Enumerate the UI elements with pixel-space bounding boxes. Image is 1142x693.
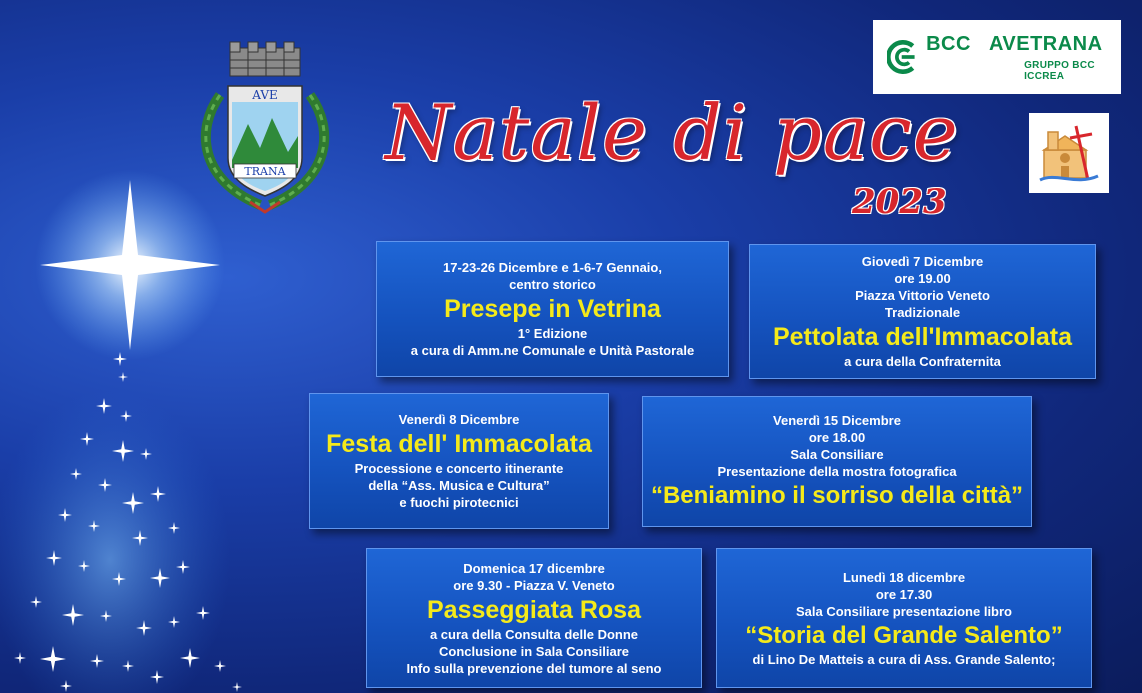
event-note: Presentazione della mostra fotografica bbox=[717, 464, 957, 479]
event-description: Info sulla prevenzione del tumore al seno bbox=[406, 660, 662, 676]
municipal-crest bbox=[190, 40, 340, 220]
event-festa-immacolata bbox=[309, 393, 609, 529]
event-description: della “Ass. Musica e Cultura” bbox=[368, 478, 550, 493]
page-title: Natale di pace bbox=[385, 88, 959, 177]
event-organizer: di Lino De Matteis a cura di Ass. Grande Salento; bbox=[752, 651, 1056, 667]
event-headline: Festa dell' Immacolata bbox=[326, 430, 592, 458]
event-place: Piazza Vittorio Veneto bbox=[855, 288, 990, 303]
event-time: ore 18.00 bbox=[808, 430, 866, 445]
bcc-mark-icon bbox=[887, 37, 920, 77]
event-description: Processione e concerto itinerante bbox=[354, 461, 564, 476]
event-time: ore 19.00 bbox=[894, 271, 951, 286]
event-headline: “Storia del Grande Salento” bbox=[745, 621, 1063, 649]
crown-icon bbox=[230, 42, 300, 76]
event-time-place: ore 9.30 - Piazza V. Veneto bbox=[453, 577, 615, 593]
church-icon bbox=[1036, 120, 1102, 186]
event-organizer: a cura della Consulta delle Donne bbox=[429, 626, 639, 642]
crest-top-text: AVE bbox=[252, 88, 278, 102]
event-passeggiata-rosa bbox=[366, 548, 702, 688]
event-time: ore 17.30 bbox=[875, 586, 933, 602]
event-date: Giovedì 7 Dicembre bbox=[861, 254, 984, 269]
event-mostra-fotografica bbox=[642, 396, 1032, 527]
bcc-town: AVETRANA bbox=[988, 32, 1103, 55]
parish-logo bbox=[1029, 113, 1109, 193]
event-place: Sala Consiliare bbox=[790, 447, 884, 462]
bcc-word: BCC bbox=[926, 32, 971, 55]
event-headline: “Beniamino il sorriso della città” bbox=[650, 482, 1024, 509]
event-description: Conclusione in Sala Consiliare bbox=[439, 643, 629, 659]
event-date: Venerdì 8 Dicembre bbox=[398, 412, 520, 427]
bcc-group: GRUPPO BCC ICCREA bbox=[1024, 59, 1095, 82]
event-organizer: a cura di Amm.ne Comunale e Unità Pastorale bbox=[410, 343, 695, 358]
event-pettolata bbox=[749, 244, 1096, 379]
event-edition: 1° Edizione bbox=[517, 326, 588, 341]
event-place: centro storico bbox=[509, 277, 596, 292]
event-note: Tradizionale bbox=[884, 305, 961, 320]
event-date: Venerdì 15 Dicembre bbox=[773, 413, 901, 428]
event-description: e fuochi pirotecnici bbox=[399, 495, 519, 510]
event-headline: Presepe in Vetrina bbox=[444, 295, 661, 323]
crest-bottom-text: TRANA bbox=[244, 165, 286, 178]
event-storia-grande-salento bbox=[716, 548, 1092, 688]
event-place: Sala Consiliare presentazione libro bbox=[795, 603, 1012, 619]
event-headline: Passeggiata Rosa bbox=[427, 595, 641, 624]
event-date: 17-23-26 Dicembre e 1-6-7 Gennaio, bbox=[443, 260, 662, 275]
bcc-avetrana-logo bbox=[873, 20, 1121, 94]
event-headline: Pettolata dell'Immacolata bbox=[772, 323, 1073, 351]
title-year: 2023 bbox=[852, 182, 947, 222]
event-organizer: a cura della Confraternita bbox=[844, 354, 1001, 369]
event-date: Domenica 17 dicembre bbox=[463, 560, 605, 576]
event-presepe-in-vetrina bbox=[376, 241, 729, 377]
event-date: Lunedì 18 dicembre bbox=[842, 569, 966, 585]
